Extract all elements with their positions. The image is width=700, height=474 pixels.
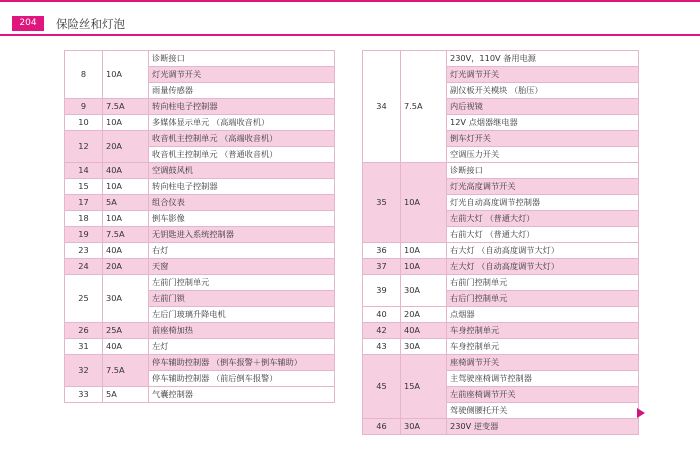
fuse-number: 42 [363,323,401,339]
protected-component: 230V 逆变器 [447,419,639,435]
fuse-number: 12 [65,131,103,163]
table-row [65,275,335,291]
protected-component: 空调鼓风机 [149,163,335,179]
table-row [65,227,335,243]
protected-component: 座椅调节开关 [447,355,639,371]
fuse-amperage: 20A [103,131,149,163]
protected-component: 气囊控制器 [149,387,335,403]
fuse-number: 14 [65,163,103,179]
protected-component: 诊断接口 [447,163,639,179]
fuse-amperage: 15A [401,355,447,419]
table-row [65,179,335,195]
fuse-table-left [64,50,335,403]
fuse-number: 45 [363,355,401,419]
protected-component: 左前门锁 [149,291,335,307]
protected-component: 灯光自动高度调节控制器 [447,195,639,211]
protected-component: 多媒体显示单元 （高端收音机） [149,115,335,131]
protected-component: 右灯 [149,243,335,259]
table-row [363,323,639,339]
protected-component: 收音机主控制单元 （普通收音机） [149,147,335,163]
page-header [0,14,700,34]
fuse-amperage: 7.5A [103,355,149,387]
table-row [65,195,335,211]
table-row [363,259,639,275]
protected-component: 倒车影像 [149,211,335,227]
table-row [65,163,335,179]
protected-component: 主驾驶座椅调节控制器 [447,371,639,387]
protected-component: 右大灯 （自动高度调节大灯） [447,243,639,259]
table-row [65,323,335,339]
table-row [363,51,639,67]
table-row [65,387,335,403]
fuse-number: 17 [65,195,103,211]
fuse-number: 43 [363,339,401,355]
protected-component: 内后视镜 [447,99,639,115]
protected-component: 230V，110V 备用电源 [447,51,639,67]
protected-component: 驾驶侧腰托开关 [447,403,639,419]
fuse-amperage: 40A [401,323,447,339]
fuse-amperage: 40A [103,339,149,355]
page-title: 保险丝和灯泡 [56,17,125,31]
protected-component: 左大灯 （自动高度调节大灯） [447,259,639,275]
protected-component: 车身控制单元 [447,339,639,355]
protected-component: 组合仪表 [149,195,335,211]
protected-component: 收音机主控制单元 （高端收音机） [149,131,335,147]
table-row [65,355,335,371]
table-row [363,419,639,435]
page-number: 204 [12,16,44,31]
table-row [363,307,639,323]
protected-component: 左前大灯 （普通大灯） [447,211,639,227]
fuse-number: 36 [363,243,401,259]
fuse-amperage: 30A [401,419,447,435]
fuse-number: 25 [65,275,103,323]
protected-component: 诊断接口 [149,51,335,67]
top-accent-line [0,0,700,2]
fuse-number: 8 [65,51,103,99]
fuse-number: 33 [65,387,103,403]
fuse-amperage: 25A [103,323,149,339]
protected-component: 右前门控制单元 [447,275,639,291]
fuse-amperage: 5A [103,387,149,403]
fuse-number: 24 [65,259,103,275]
protected-component: 灯光高度调节开关 [447,179,639,195]
fuse-number: 23 [65,243,103,259]
protected-component: 灯光调节开关 [447,67,639,83]
fuse-number: 18 [65,211,103,227]
fuse-number: 46 [363,419,401,435]
table-row [363,355,639,371]
protected-component: 倒车灯开关 [447,131,639,147]
fuse-amperage: 5A [103,195,149,211]
fuse-amperage: 10A [103,179,149,195]
fuse-amperage: 7.5A [103,227,149,243]
fuse-number: 39 [363,275,401,307]
protected-component: 前座椅加热 [149,323,335,339]
table-row [65,339,335,355]
fuse-amperage: 10A [401,163,447,243]
protected-component: 右后门控制单元 [447,291,639,307]
protected-component: 副仪板开关模块 （胎压） [447,83,639,99]
fuse-number: 19 [65,227,103,243]
table-row [363,243,639,259]
fuse-number: 35 [363,163,401,243]
fuse-number: 31 [65,339,103,355]
protected-component: 左灯 [149,339,335,355]
fuse-table-right [362,50,639,435]
protected-component: 转向柱电子控制器 [149,179,335,195]
fuse-number: 10 [65,115,103,131]
protected-component: 车身控制单元 [447,323,639,339]
table-row [363,275,639,291]
fuse-amperage: 10A [103,211,149,227]
table-row [65,51,335,67]
protected-component: 天窗 [149,259,335,275]
table-row [65,131,335,147]
fuse-amperage: 20A [103,259,149,275]
protected-component: 停车辅助控制器 （倒车报警＋倒车辅助） [149,355,335,371]
protected-component: 点烟器 [447,307,639,323]
fuse-number: 34 [363,51,401,163]
protected-component: 左前门控制单元 [149,275,335,291]
table-row [65,243,335,259]
next-page-arrow-icon [637,408,645,418]
table-row [65,99,335,115]
fuse-amperage: 7.5A [103,99,149,115]
table-row [65,259,335,275]
fuse-amperage: 30A [401,275,447,307]
fuse-amperage: 20A [401,307,447,323]
protected-component: 无钥匙进入系统控制器 [149,227,335,243]
fuse-amperage: 40A [103,163,149,179]
fuse-number: 9 [65,99,103,115]
table-row [65,211,335,227]
fuse-amperage: 10A [401,243,447,259]
fuse-amperage: 10A [401,259,447,275]
protected-component: 12V 点烟器继电器 [447,115,639,131]
fuse-number: 26 [65,323,103,339]
fuse-amperage: 7.5A [401,51,447,163]
fuse-amperage: 40A [103,243,149,259]
fuse-amperage: 10A [103,115,149,131]
protected-component: 停车辅助控制器 （前后倒车报警） [149,371,335,387]
protected-component: 空调压力开关 [447,147,639,163]
protected-component: 右前大灯 （普通大灯） [447,227,639,243]
protected-component: 灯光调节开关 [149,67,335,83]
table-row [363,163,639,179]
header-divider [0,34,700,36]
protected-component: 左前座椅调节开关 [447,387,639,403]
fuse-number: 40 [363,307,401,323]
protected-component: 雨量传感器 [149,83,335,99]
fuse-amperage: 30A [103,275,149,323]
fuse-amperage: 10A [103,51,149,99]
fuse-number: 32 [65,355,103,387]
fuse-amperage: 30A [401,339,447,355]
protected-component: 左后门玻璃升降电机 [149,307,335,323]
fuse-number: 37 [363,259,401,275]
table-row [363,339,639,355]
protected-component: 转向柱电子控制器 [149,99,335,115]
table-row [65,115,335,131]
fuse-number: 15 [65,179,103,195]
